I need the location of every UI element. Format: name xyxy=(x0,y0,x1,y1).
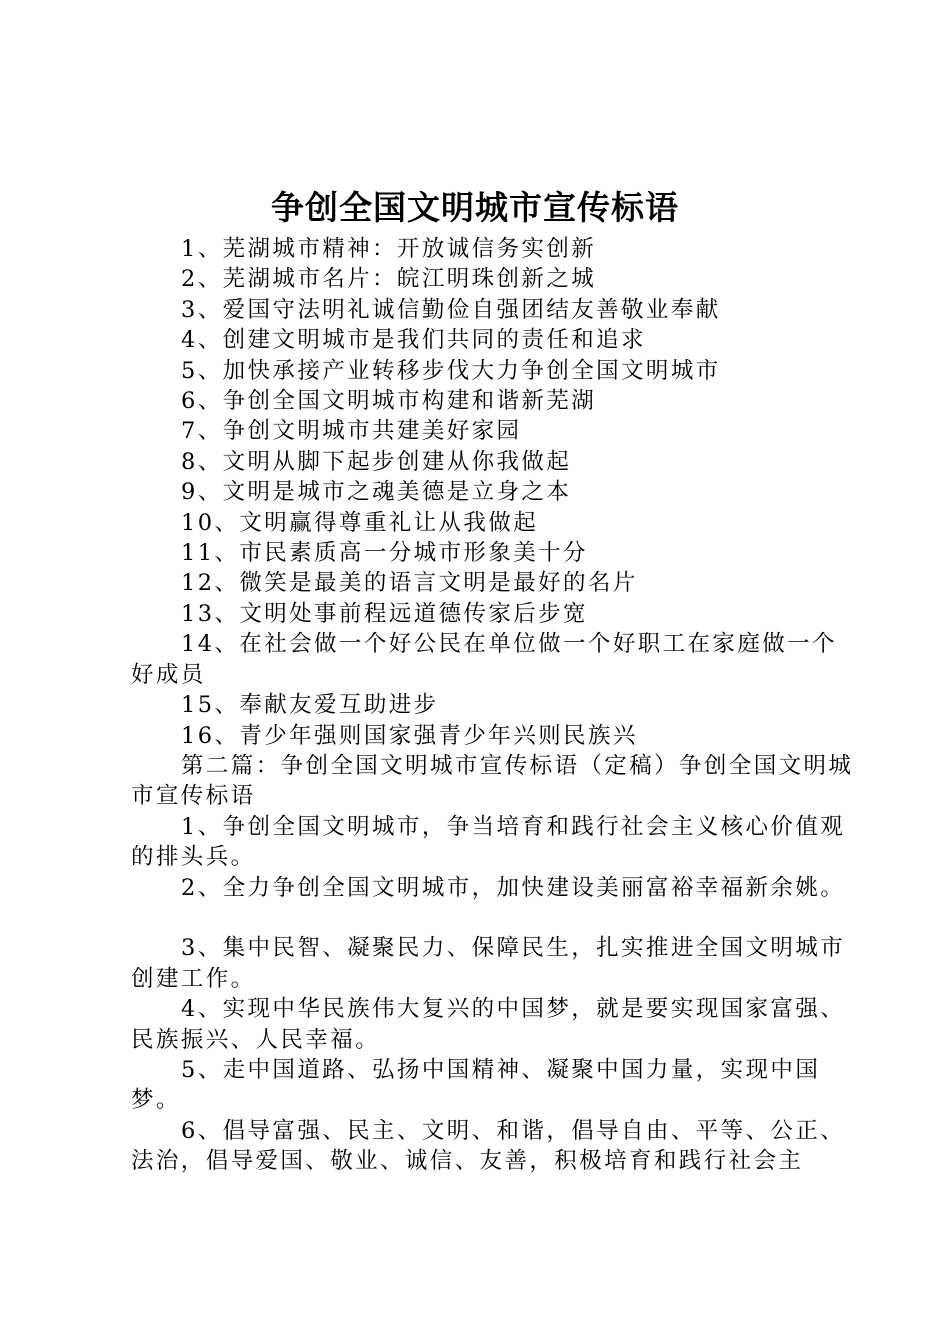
paragraph: 10、文明赢得尊重礼让从我做起 xyxy=(181,509,539,536)
paragraph: 16、青少年强则国家强青少年兴则民族兴 xyxy=(181,722,638,749)
paragraph: 2、芜湖城市名片：皖江明珠创新之城 xyxy=(181,266,597,293)
paragraph: 2、全力争创全国文明城市，加快建设美丽富裕幸福新余姚。 xyxy=(181,874,846,901)
paragraph: 5、加快承接产业转移步伐大力争创全国文明城市 xyxy=(181,357,721,384)
paragraph: 6、争创全国文明城市构建和谐新芜湖 xyxy=(181,388,597,415)
paragraph: 11、市民素质高一分城市形象美十分 xyxy=(181,540,588,567)
blank-line xyxy=(131,903,861,933)
paragraph: 9、文明是城市之魂美德是立身之本 xyxy=(181,479,572,506)
paragraph: 15、奉献友爱互助进步 xyxy=(181,692,439,719)
paragraph: 3、爱国守法明礼诚信勤俭自强团结友善敬业奉献 xyxy=(181,296,721,323)
paragraph: 1、芜湖城市精神：开放诚信务实创新 xyxy=(181,236,597,262)
paragraph: 1、争创全国文明城市，争当培育和践行社会主义核心价值观的排头兵。 xyxy=(131,813,846,871)
paragraph: 14、在社会做一个好公民在单位做一个好职工在家庭做一个好成员 xyxy=(131,631,837,688)
paragraph: 13、文明处事前程远道德传家后步宽 xyxy=(181,600,588,627)
section-heading: 第二篇：争创全国文明城市宣传标语（定稿）争创全国文明城市宣传标语 xyxy=(131,752,854,810)
paragraph: 4、创建文明城市是我们共同的责任和追求 xyxy=(181,327,646,354)
paragraph: 12、微笑是最美的语言文明是最好的名片 xyxy=(181,570,638,597)
paragraph: 3、集中民智、凝聚民力、保障民生，扎实推进全国文明城市创建工作。 xyxy=(131,935,846,992)
page-title: 争创全国文明城市宣传标语 xyxy=(271,188,679,227)
paragraph: 7、争创文明城市共建美好家园 xyxy=(181,418,522,445)
paragraph: 6、倡导富强、民主、文明、和谐，倡导自由、平等、公正、法治，倡导爱国、敬业、诚信、友善，积极培育和践行社会主 xyxy=(131,1117,846,1175)
paragraph: 8、文明从脚下起步创建从你我做起 xyxy=(181,448,572,475)
paragraph: 5、走中国道路、弘扬中国精神、凝聚中国力量，实现中国梦。 xyxy=(131,1056,821,1114)
document-body xyxy=(131,234,861,1177)
paragraph: 4、实现中华民族伟大复兴的中国梦，就是要实现国家富强、民族振兴、人民幸福。 xyxy=(131,996,846,1053)
